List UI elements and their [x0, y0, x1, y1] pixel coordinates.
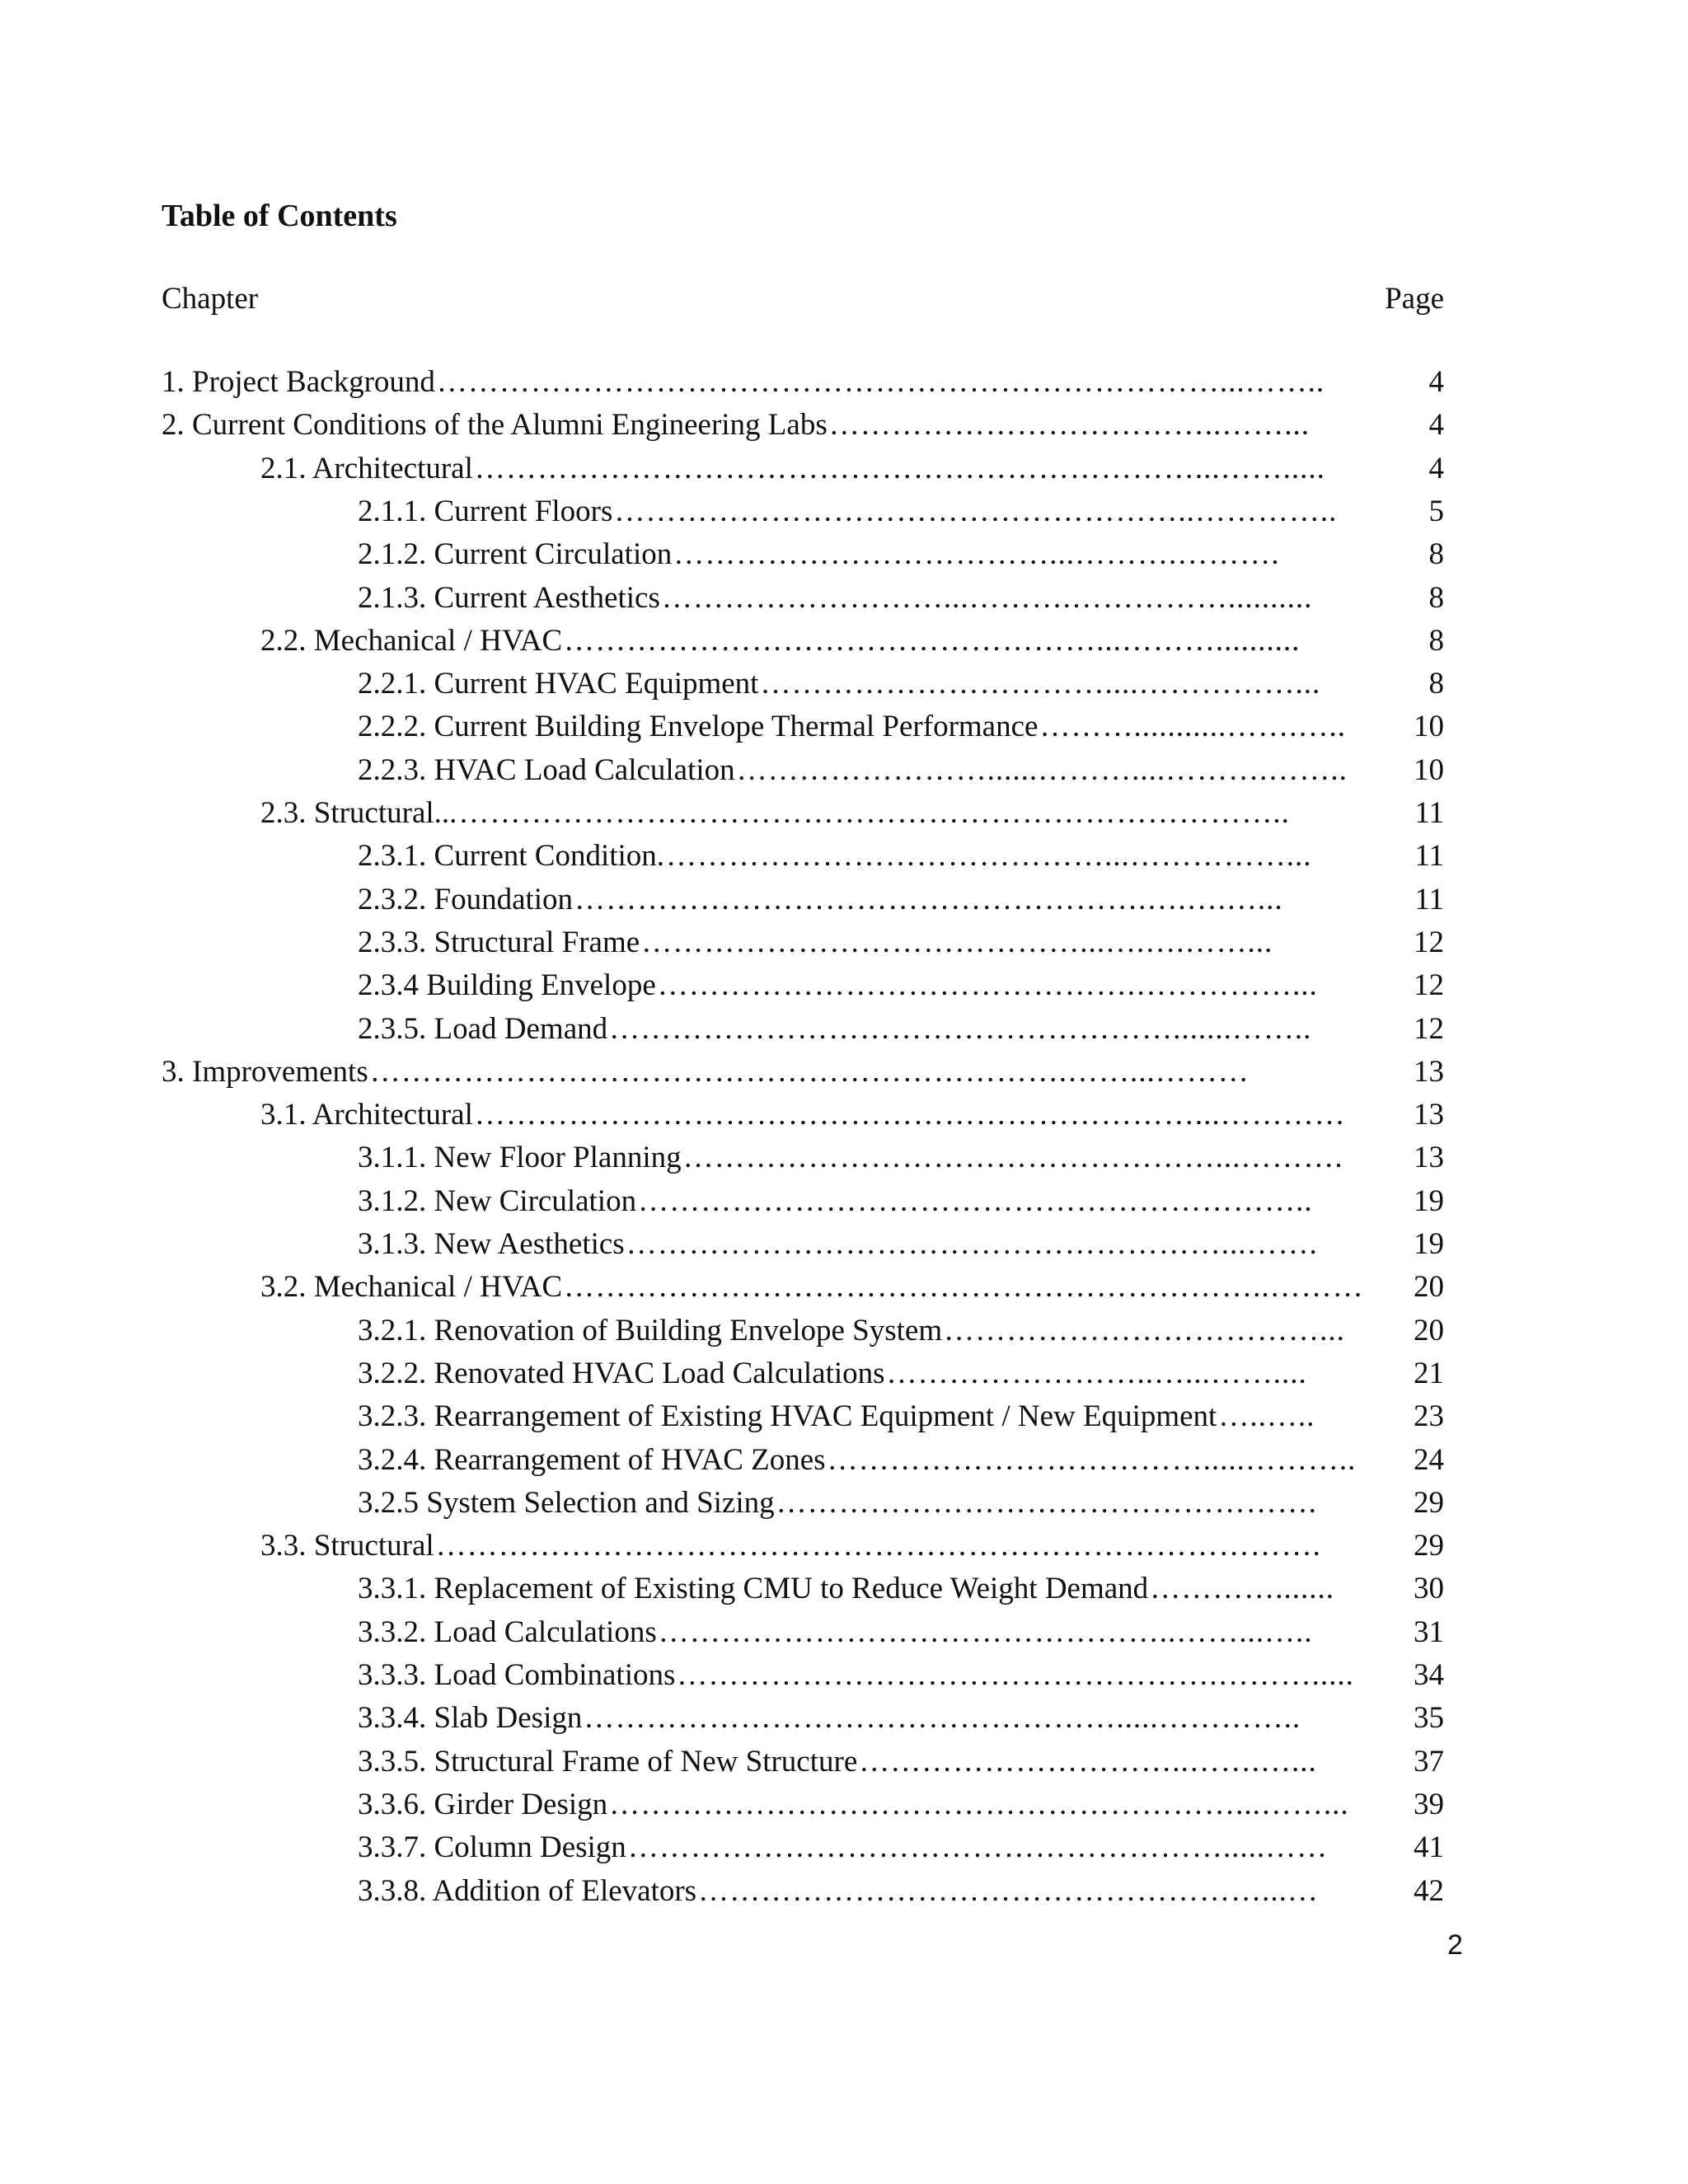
toc-entry-page: 29 [1414, 1485, 1444, 1520]
toc-entry-page: 19 [1414, 1227, 1444, 1261]
toc-entry [0, 879, 1688, 921]
toc-entry-label: 3.1.3. New Aesthetics [358, 1227, 625, 1261]
toc-entry-line [358, 921, 1444, 964]
toc-entry-label: 2.3.2. Foundation [358, 882, 574, 916]
toc-entry [0, 964, 1688, 1007]
toc-entry-leader: ……………………………………………...………. [682, 1141, 1343, 1175]
toc-entry-line [358, 1870, 1444, 1913]
toc-entry-leader: …………....... [1150, 1572, 1334, 1606]
toc-entry-label: 2.3.4 Building Envelope [358, 968, 656, 1003]
toc-entry-page: 20 [1414, 1270, 1444, 1305]
toc-entry-line [358, 1310, 1444, 1352]
toc-entry [0, 792, 1688, 835]
toc-entry-page: 11 [1414, 796, 1444, 830]
toc-entry [0, 448, 1688, 490]
toc-entry [0, 1697, 1688, 1740]
toc-entry-page: 23 [1414, 1399, 1444, 1434]
toc-entry-page: 4 [1428, 408, 1444, 443]
toc-entry-label: 3.3.8. Addition of Elevators [358, 1873, 697, 1908]
toc-entry [0, 921, 1688, 964]
toc-entry-page: 19 [1414, 1183, 1444, 1218]
toc-entry-line [358, 1352, 1444, 1395]
toc-entry-page: 39 [1414, 1787, 1444, 1821]
toc-entry-leader: ………………………………...……….………. [673, 537, 1280, 572]
toc-entry [0, 1741, 1688, 1783]
toc-entry [0, 490, 1688, 533]
toc-entry-line [358, 1137, 1444, 1179]
toc-entry-label: 3.2. Mechanical / HVAC [260, 1270, 563, 1305]
toc-entry-label: 2.1.1. Current Floors [358, 494, 613, 528]
toc-entry-leader: ……………………………………………...……….......... [564, 623, 1301, 658]
toc-entry-page: 4 [1428, 365, 1444, 399]
toc-entry-leader: …………………………………………..……...….. [658, 1615, 1313, 1649]
toc-entry [0, 835, 1688, 878]
toc-entry-leader: ………………………………... [944, 1313, 1345, 1347]
toc-entry-leader: ……………………………....……………... [760, 667, 1321, 701]
toc-entry-line [358, 749, 1444, 792]
toc-entry-page: 13 [1414, 1054, 1444, 1089]
toc-entry-page: 20 [1414, 1313, 1444, 1347]
toc-entry-label: 2.1. Architectural [260, 451, 473, 485]
toc-entry-label: 3.1. Architectural [260, 1098, 473, 1132]
toc-entry-label: 2. Current Conditions of the Alumni Engineering Labs [162, 408, 828, 443]
toc-entry-page: 37 [1414, 1744, 1444, 1779]
toc-entry-label: 3.2.2. Renovated HVAC Load Calculations [358, 1356, 885, 1390]
toc-entry-page: 42 [1414, 1873, 1444, 1908]
toc-entry-leader: …………………………………………………...……. [626, 1227, 1318, 1261]
toc-entry-label: 3.3.2. Load Calculations [358, 1615, 657, 1649]
toc-title: Table of Contents [162, 199, 397, 233]
toc-entry-line [260, 1266, 1444, 1309]
chapter-column-header: Chapter [162, 282, 259, 316]
toc-entry [0, 577, 1688, 620]
toc-entry-label: 3.3.4. Slab Design [358, 1701, 583, 1736]
toc-entry-label: 3.2.4. Rearrangement of HVAC Zones [358, 1442, 826, 1477]
toc-entry-line [358, 1826, 1444, 1869]
toc-entry-line [260, 448, 1444, 490]
toc-entry-label: 3.3.1. Replacement of Existing CMU to Reduce Weight Demand [358, 1572, 1149, 1606]
toc-entry-label: 3.2.3. Rearrangement of Existing HVAC Equipment / New Equipment [358, 1399, 1217, 1434]
toc-entry-line [358, 1568, 1444, 1610]
toc-entry-leader: ………………………………………………..………….. [614, 494, 1338, 528]
toc-entry-leader: ……………………………………………………………...………… [474, 1098, 1346, 1132]
toc-entry-leader: ……………………………………...……………... [666, 839, 1312, 874]
toc-entry [0, 361, 1688, 404]
toc-entry-leader: …………………………………………….………..... [677, 1658, 1354, 1692]
toc-entry-leader: ………………………………………………….....…… [627, 1830, 1329, 1865]
toc-entry [0, 1094, 1688, 1137]
toc-entry-line [358, 1223, 1444, 1266]
toc-entry-label: 3.2.5 System Selection and Sizing [358, 1485, 775, 1520]
toc-entry-leader: ……………………………………………….….….…... [574, 882, 1283, 916]
toc-entry-page: 10 [1414, 710, 1444, 744]
toc-entry [0, 533, 1688, 576]
toc-entry-page: 5 [1428, 494, 1444, 528]
toc-entry [0, 705, 1688, 748]
toc-entry-page: 30 [1414, 1572, 1444, 1606]
toc-entry-page: 8 [1428, 580, 1444, 615]
toc-entry-page: 31 [1414, 1615, 1444, 1649]
toc-entry [0, 1654, 1688, 1697]
toc-entry [0, 1611, 1688, 1654]
toc-entry [0, 1870, 1688, 1913]
toc-entry-leader: ……………………..…...…….... [886, 1356, 1307, 1390]
toc-entry-leader: ……………………......………....……….…….. [736, 752, 1348, 787]
toc-entry-label: 3. Improvements [162, 1054, 368, 1089]
toc-entry-leader: …………………………………………….....………….. [584, 1701, 1301, 1736]
toc-entry-line [358, 1697, 1444, 1740]
toc-entry-label: 2.3.3. Structural Frame [358, 925, 640, 959]
toc-entry-label: 2.1.2. Current Circulation [358, 537, 673, 572]
toc-entry-page: 21 [1414, 1356, 1444, 1390]
toc-entry [0, 1525, 1688, 1568]
toc-entry-line [358, 964, 1444, 1007]
toc-entry-line [358, 1611, 1444, 1654]
toc-entry-line [358, 705, 1444, 748]
toc-entry-page: 8 [1428, 537, 1444, 572]
toc-entry [0, 1568, 1688, 1610]
toc-entry-label: 3.3.5. Structural Frame of New Structure [358, 1744, 858, 1779]
toc-entry [0, 1482, 1688, 1525]
toc-entry-line [358, 1482, 1444, 1525]
toc-entry [0, 1783, 1688, 1826]
toc-entry-page: 12 [1414, 925, 1444, 959]
toc-entry-leader: ……………………………………………. [776, 1485, 1317, 1520]
toc-entry-leader: ………………………………..……... [828, 408, 1310, 443]
toc-entry-line [358, 577, 1444, 620]
toc-entry-line [162, 1051, 1444, 1094]
toc-entry [0, 1352, 1688, 1395]
toc-entry-leader: …………………………………………………………………...…….. [436, 365, 1325, 399]
toc-entry-line [358, 835, 1444, 878]
toc-entry-line [358, 879, 1444, 921]
toc-entry-label: 2.2.3. HVAC Load Calculation [358, 752, 735, 787]
toc-entry-leader: ………………………...……….…………….......... [661, 580, 1313, 615]
toc-entry-leader: …………………………..…….…... [859, 1744, 1317, 1779]
toc-entry-label: 2.1.3. Current Aesthetics [358, 580, 660, 615]
toc-entry-line [358, 1180, 1444, 1223]
toc-entry-page: 13 [1414, 1141, 1444, 1175]
toc-entry-line [162, 361, 1444, 404]
toc-entry-label: 3.1.1. New Floor Planning [358, 1141, 682, 1175]
toc-entry-line [260, 620, 1444, 663]
toc-entry [0, 404, 1688, 447]
toc-entry-leader: ……………………………………….……………... [657, 968, 1318, 1003]
toc-entry-label: 2.2.2. Current Building Envelope Thermal Performance [358, 710, 1039, 744]
toc-entry-leader: ……………………………………………….......…….. [609, 1011, 1312, 1046]
toc-entry [0, 749, 1688, 792]
toc-entry-label: 2.2. Mechanical / HVAC [260, 623, 563, 658]
toc-entry-leader: …………………………………………………………………….. [458, 796, 1290, 830]
toc-entry-line [260, 1094, 1444, 1137]
toc-entry-label: 3.3.7. Column Design [358, 1830, 626, 1865]
toc-entry-line [358, 1395, 1444, 1438]
toc-entry [0, 1008, 1688, 1051]
toc-entry [0, 1180, 1688, 1223]
toc-entry-label: 2.3.1. Current Condition. [358, 839, 665, 874]
toc-entry-page: 8 [1428, 667, 1444, 701]
toc-entry-line [358, 1783, 1444, 1826]
toc-entry [0, 1223, 1688, 1266]
toc-entry-label: 3.3.6. Girder Design [358, 1787, 608, 1821]
toc-entry-leader: ……………………………………………………….. [638, 1183, 1313, 1218]
toc-entry-page: 12 [1414, 968, 1444, 1003]
toc-entry-leader: ……………………………….....……….. [827, 1442, 1357, 1477]
toc-entry-line [358, 1008, 1444, 1051]
toc-entry-page: 10 [1414, 752, 1444, 787]
toc-entry [0, 620, 1688, 663]
toc-entry-page: 24 [1414, 1442, 1444, 1477]
toc-entry-leader: …………………………………………………………..……… [564, 1270, 1364, 1305]
toc-entry [0, 663, 1688, 705]
toc-entry-label: 1. Project Background [162, 365, 435, 399]
toc-entry-line [358, 533, 1444, 576]
toc-entry-page: 8 [1428, 623, 1444, 658]
toc-entry [0, 1395, 1688, 1438]
toc-entry-label: 3.1.2. New Circulation [358, 1183, 637, 1218]
toc-entry-page: 12 [1414, 1011, 1444, 1046]
toc-entry [0, 1310, 1688, 1352]
toc-entry-page: 29 [1414, 1529, 1444, 1563]
toc-entry-leader: ……………………………………………………………...……..... [474, 451, 1325, 485]
toc-entry-line [358, 1439, 1444, 1482]
toc-entry-line [358, 1654, 1444, 1697]
toc-entry-page: 11 [1414, 839, 1444, 874]
toc-entry-leader: …………………………………………………………………………. [435, 1529, 1321, 1563]
page-number: 2 [1447, 1929, 1463, 1961]
toc-entry-page: 4 [1428, 451, 1444, 485]
toc-entry-line [358, 1741, 1444, 1783]
toc-entry-page: 34 [1414, 1658, 1444, 1692]
toc-entry-leader: …..….. [1218, 1399, 1315, 1434]
toc-entry-label: 2.3.5. Load Demand [358, 1011, 608, 1046]
toc-entry-line [162, 404, 1444, 447]
toc-entry-page: 11 [1414, 882, 1444, 916]
toc-entry-leader: ………………………………………………...… [698, 1873, 1319, 1908]
toc-entry [0, 1826, 1688, 1869]
toc-entry-line [358, 490, 1444, 533]
toc-entry-line [260, 792, 1444, 835]
toc-entry-leader: ………...........…….….. [1039, 710, 1346, 744]
page-column-header: Page [1385, 282, 1444, 316]
toc-entry-label: 2.2.1. Current HVAC Equipment [358, 667, 759, 701]
toc-entry-label: 3.3. Structural [260, 1529, 434, 1563]
toc-entry-page: 35 [1414, 1701, 1444, 1736]
toc-entry-label: 3.3.3. Load Combinations [358, 1658, 676, 1692]
toc-entry [0, 1266, 1688, 1309]
toc-entry-label: 3.2.1. Renovation of Building Envelope System [358, 1313, 943, 1347]
toc-entry-leader: ………………………………………………………….……...……… [369, 1054, 1250, 1089]
toc-entry [0, 1051, 1688, 1094]
toc-entry-leader: ……………………………………………………...……... [609, 1787, 1349, 1821]
toc-entry-leader: ……………………………………...….….……... [641, 925, 1273, 959]
toc-entry-page: 41 [1414, 1830, 1444, 1865]
toc-entry-page: 13 [1414, 1098, 1444, 1132]
toc-entry [0, 1137, 1688, 1179]
toc-entry-line [358, 663, 1444, 705]
toc-entry-line [260, 1525, 1444, 1568]
toc-entry [0, 1439, 1688, 1482]
toc-entry-label: 2.3. Structural... [260, 796, 457, 830]
